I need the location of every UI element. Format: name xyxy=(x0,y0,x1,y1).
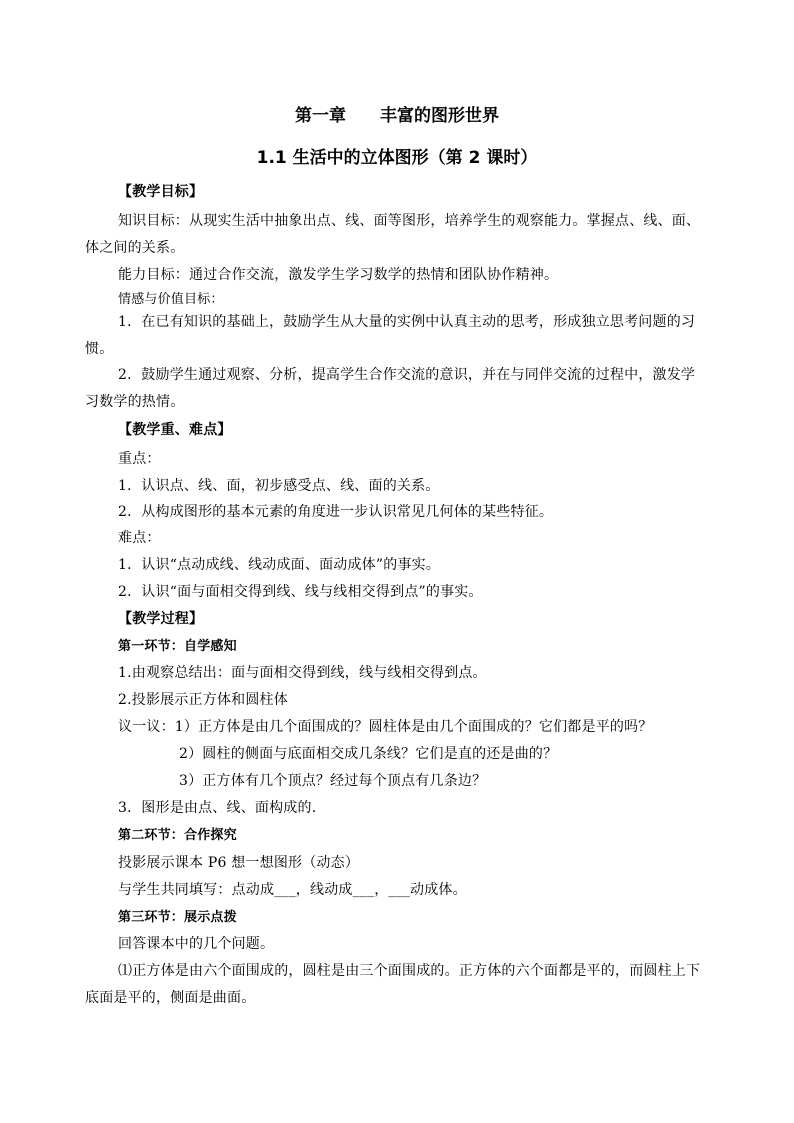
difficulty-item1: 1．认识“点动成线、线动成面、面动成体”的事实。 xyxy=(118,557,441,573)
stage3-answer-line1: ⑴正方体是由六个面围成的，圆柱是由三个面围成的。正方体的六个面都是平的，而圆柱上下 xyxy=(118,963,701,979)
process-heading: 【教学过程】 xyxy=(118,611,204,627)
knowledge-goal-line1: 知识目标：从现实生活中抽象出点、线、面等图形，培养学生的观察能力。掌握点、线、面、 xyxy=(118,213,701,229)
focus-item1: 1．认识点、线、面，初步感受点、线、面的关系。 xyxy=(118,478,440,494)
difficulty-label: 难点： xyxy=(118,530,161,546)
emotion-item1-line2: 惯。 xyxy=(85,341,114,357)
emotion-item2-line1: 2．鼓励学生通过观察、分析，提高学生合作交流的意识，并在与同伴交流的过程中，激发学 xyxy=(118,367,696,383)
difficulty-item2: 2．认识“面与面相交得到线、线与线相交得到点”的事实。 xyxy=(118,584,483,600)
stage2-line2: 与学生共同填写：点动成___，线动成___，___动成体。 xyxy=(118,882,467,898)
stage1-item1: 1.由观察总结出：面与面相交得到线，线与线相交得到点。 xyxy=(118,665,487,681)
chapter-title: 第一章 丰富的图形世界 xyxy=(295,106,499,126)
focus-item2: 2．从构成图形的基本元素的角度进一步认识常见几何体的某些特征。 xyxy=(118,504,554,520)
discuss-question-1: 议一议：1）正方体是由几个面围成的？圆柱体是由几个面围成的？它们都是平的吗？ xyxy=(118,719,653,735)
goals-heading: 【教学目标】 xyxy=(118,184,204,200)
discuss-question-3: 3）正方体有几个顶点？经过每个顶点有几条边？ xyxy=(179,773,487,789)
stage1-heading: 第一环节：自学感知 xyxy=(118,639,237,654)
emotion-item2-line2: 习数学的热情。 xyxy=(85,394,185,410)
stage2-heading: 第二环节：合作探究 xyxy=(118,828,237,843)
keypoints-heading: 【教学重、难点】 xyxy=(118,422,232,438)
stage1-item3: 3．图形是由点、线、面构成的. xyxy=(118,800,317,816)
stage2-line1: 投影展示课本 P6 想一想图形（动态） xyxy=(118,855,360,871)
emotion-goal-label: 情感与价值目标： xyxy=(118,292,224,307)
focus-label: 重点： xyxy=(118,451,161,467)
ability-goal: 能力目标：通过合作交流，激发学生学习数学的热情和团队协作精神。 xyxy=(118,267,559,283)
stage3-heading: 第三环节：展示点拨 xyxy=(118,910,237,925)
stage3-answer-line2: 底面是平的，侧面是曲面。 xyxy=(85,990,256,1006)
knowledge-goal-line2: 体之间的关系。 xyxy=(85,240,185,256)
stage1-item2: 2.投影展示正方体和圆柱体 xyxy=(118,692,288,708)
lesson-title: 1.1 生活中的立体图形（第 2 课时） xyxy=(256,148,538,168)
stage3-line1: 回答课本中的几个问题。 xyxy=(118,936,275,952)
discuss-question-2: 2）圆柱的侧面与底面相交成几条线？它们是直的还是曲的？ xyxy=(179,746,558,762)
emotion-item1-line1: 1．在已有知识的基础上，鼓励学生从大量的实例中认真主动的思考，形成独立思考问题的习 xyxy=(118,314,696,330)
